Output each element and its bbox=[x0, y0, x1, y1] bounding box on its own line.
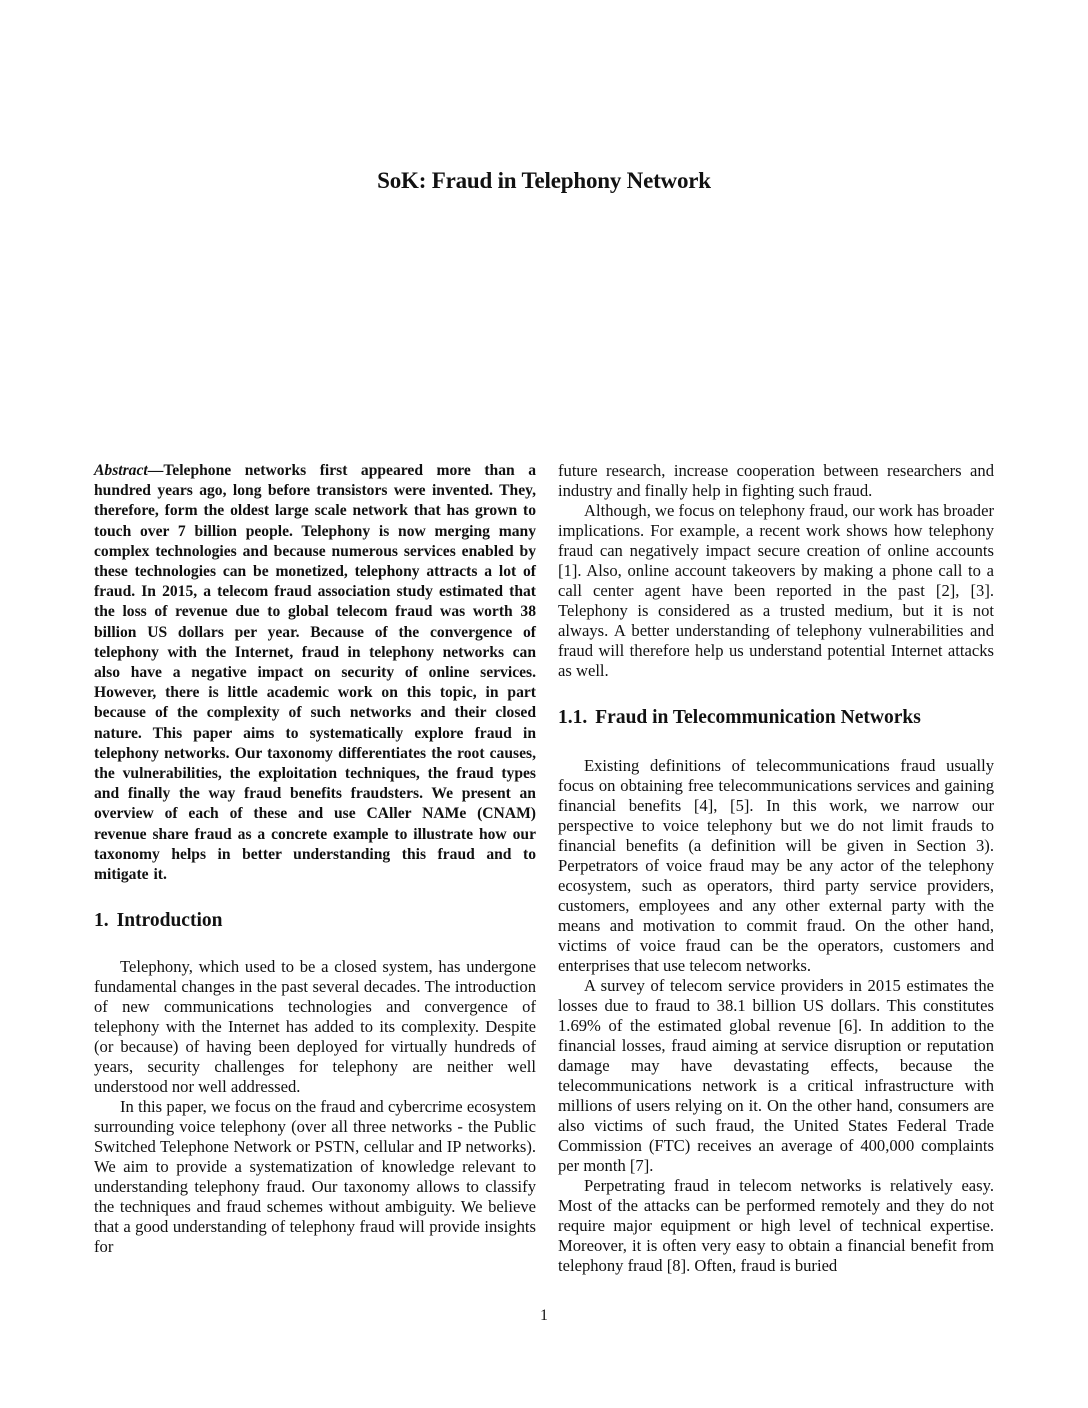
paragraph: Telephony, which used to be a closed system, has undergone fundamental changes in the past several decades. The introduction of new communications technologies and convergence of telephony with the Internet has added to its complexity. Despite (or because) of having been deployed for virtually hundreds of years, security challenges for telephony are neither well understood nor well addressed. bbox=[94, 957, 536, 1097]
section-heading-introduction bbox=[94, 910, 536, 932]
section-title: Fraud in Telecommunication Networks bbox=[595, 707, 921, 728]
paragraph: Existing definitions of telecommunications fraud usually focus on obtaining free telecommunications services and gaining financial benefits [4], [5]. In this work, we narrow our perspective to voice telephony but we do not limit frauds to financial benefits (a definition will be given in Section 3). Perpetrators of voice fraud may be any actor of the telephony ecosystem, such as operators, third party service providers, customers, employees and any other external party with the means and motivation to commit fraud. On the other hand, victims of voice fraud can be the operators, customers and enterprises that use telecom networks. bbox=[558, 756, 994, 975]
section-number: 1. bbox=[94, 910, 109, 932]
abstract bbox=[94, 461, 536, 885]
page-number: 1 bbox=[540, 1307, 548, 1324]
right-column bbox=[558, 461, 994, 1276]
paragraph-continued: future research, increase cooperation between researchers and industry and finally help in fighting such fraud. bbox=[558, 461, 994, 500]
abstract-label: Abstract bbox=[94, 462, 148, 479]
paragraph: In this paper, we focus on the fraud and cybercrime ecosystem surrounding voice telephony (over all three networks - the Public Switched Telephone Network or PSTN, cellular and IP networks). We aim to provide a systematization of knowledge relevant to understanding telephony fraud. Our taxonomy allows to classify the techniques and fraud schemes without ambiguity. We believe that a good understanding of telephony fraud will provide insights for bbox=[94, 1097, 536, 1257]
section-heading-fraud-in-telecom-networks bbox=[558, 707, 994, 729]
paper-title: SoK: Fraud in Telephony Network bbox=[377, 168, 711, 193]
section-number: 1.1. bbox=[558, 707, 588, 728]
paragraph: Perpetrating fraud in telecom networks is relatively easy. Most of the attacks can be performed remotely and they do not require major equipment or high level of technical expertise. Moreover, it is often very easy to obtain a financial benefit from telephony fraud [8]. Often, fraud is buried bbox=[558, 1176, 994, 1275]
paragraph: Although, we focus on telephony fraud, our work has broader implications. For example, a recent work shows how telephony fraud can negatively impact secure creation of online accounts [1]. Also, online account takeovers by making a phone call to a call center agent have been reported in the past [2], [3]. Telephony is considered as a trusted medium, but it is not always. A better understanding of telephony vulnerabilities and fraud will therefore help us understand potential Internet attacks as well. bbox=[558, 501, 994, 680]
section-title: Introduction bbox=[116, 910, 223, 932]
abstract-text bbox=[94, 461, 536, 885]
abstract-body: Telephone networks first appeared more than a hundred years ago, long before transistors were invented. They, therefore, form the oldest large scale network that has grown to touch over 7 billion people. Telephony is now merging many complex technologies and because numerous services enabled by these technologies can be monetized, telephony attracts a lot of fraud. In 2015, a telecom fraud association study estimated that the loss of revenue due to global telecom fraud was worth 38 billion US dollars per year. Because of the convergence of telephony with the Internet, fraud in telephony networks can also have a negative impact on security of online services. However, there is little academic work on this topic, in part because of the complexity of such networks and their closed nature. This paper aims to systematically explore fraud in telephony networks. Our taxonomy differentiates the root causes, the vulnerabilities, the exploitation techniques, the fraud types and finally the way fraud benefits fraudsters. We present an overview of each of these and use CAller NAMe (CNAM) revenue share fraud as a concrete example to illustrate how our taxonomy helps in better understanding this fraud and to mitigate it. bbox=[94, 462, 536, 884]
abstract-dash: — bbox=[147, 462, 164, 479]
paragraph: A survey of telecom service providers in 2015 estimates the losses due to fraud to 38.1 billion US dollars. This constitutes 1.69% of the estimated global revenue [6]. In addition to the financial losses, fraud aiming at service disruption or reputation damage may have devastating effects, because the telecommunications network is a critical infrastructure with millions of users relying on it. On the other hand, consumers are also victims of such fraud, the United States Federal Trade Commission (FTC) receives an average of 400,000 complaints per month [7]. bbox=[558, 976, 994, 1175]
left-column bbox=[94, 461, 536, 1257]
